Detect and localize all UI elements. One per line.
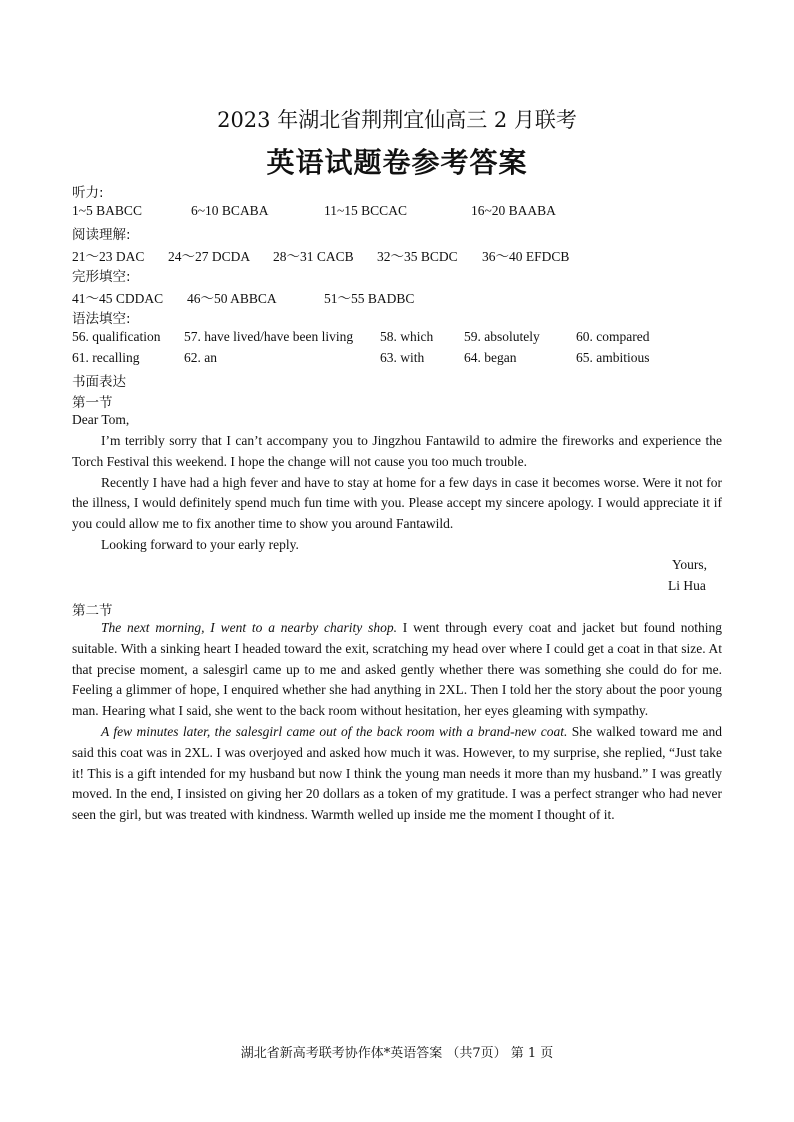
story-lead-sentence: The next morning, I went to a nearby charity shop. bbox=[101, 620, 397, 635]
letter-greeting: Dear Tom, bbox=[72, 412, 130, 427]
writing-label: 书面表达 bbox=[72, 374, 126, 390]
letter-paragraph: Looking forward to your early reply. bbox=[101, 536, 299, 552]
story-paragraph bbox=[72, 722, 722, 826]
grammar-answer: 62. an bbox=[184, 350, 217, 365]
answer-group: 21～23 DAC bbox=[72, 249, 145, 264]
grammar-answer: 59. absolutely bbox=[464, 329, 540, 344]
continuation-story bbox=[72, 618, 722, 826]
answer-group: 28～31 CACB bbox=[273, 249, 354, 264]
answer-group: 6~10 BCABA bbox=[191, 203, 269, 218]
grammar-label: 语法填空: bbox=[72, 311, 131, 327]
answer-group: 24～27 DCDA bbox=[168, 249, 251, 264]
letter-paragraph: Recently I have had a high fever and have to stay at home for a few days in case it becomes worse. Were it not for the illness, I would definitely spend much fun time with you. Please accept my sincere apology. I would appreciate it if you could allow me to fix another time to show you around Fantawild. bbox=[72, 474, 722, 532]
answer-key-title: 英语试题卷参考答案 bbox=[266, 146, 528, 179]
page-footer: 湖北省新高考联考协作体*英语答案 （共7页） 第 1 页 bbox=[240, 1046, 554, 1061]
answer-group: 11~15 BCCAC bbox=[324, 203, 407, 218]
section1-label: 第一节 bbox=[72, 395, 113, 411]
answer-group: 41～45 CDDAC bbox=[72, 291, 164, 306]
letter-paragraph: I’m terribly sorry that I can’t accompany you to Jingzhou Fantawild to admire the fireworks and experience the Torch Festival this weekend. I hope the change will not cause you too much trouble. bbox=[72, 433, 722, 469]
story-text: I went through every coat and jacket but found nothing suitable. With a sinking heart I headed toward the exit, scratching my head over where I could get a coat in that size. At that precise moment, a salesgirl came up to me and asked gently whether there was something she could do for me. Feeling a glimmer of hope, I enquired whether she had anything in 2XL. Then I told her the story about the poor young man. Hearing what I said, she went to the back room without hesitation, her eyes gleaming with sympathy. bbox=[72, 620, 722, 719]
answer-group: 51～55 BADBC bbox=[324, 291, 415, 306]
listening-label: 听力: bbox=[72, 185, 104, 201]
letter-signature: Li Hua bbox=[668, 578, 706, 593]
letter-closing: Yours, bbox=[672, 557, 708, 572]
grammar-answer: 61. recalling bbox=[72, 350, 140, 365]
answer-group: 36～40 EFDCB bbox=[482, 249, 570, 264]
grammar-answer: 64. began bbox=[464, 350, 517, 365]
grammar-answer: 57. have lived/have been living bbox=[184, 329, 354, 344]
grammar-answer: 65. ambitious bbox=[576, 350, 650, 365]
grammar-answer: 56. qualification bbox=[72, 329, 161, 344]
cloze-label: 完形填空: bbox=[72, 269, 131, 285]
story-lead-sentence: A few minutes later, the salesgirl came out of the back room with a brand-new coat. bbox=[101, 723, 568, 739]
exam-title: 2023 年湖北省荆荆宜仙高三 2 月联考 bbox=[217, 108, 577, 132]
letter-body bbox=[72, 431, 722, 556]
story-paragraph bbox=[72, 618, 722, 722]
answer-group: 1~5 BABCC bbox=[72, 203, 142, 218]
answer-group: 32～35 BCDC bbox=[377, 249, 458, 264]
reading-label: 阅读理解: bbox=[72, 227, 131, 243]
grammar-answer: 58. which bbox=[380, 329, 434, 344]
answer-group: 46～50 ABBCA bbox=[187, 291, 277, 306]
grammar-answer: 63. with bbox=[380, 350, 425, 365]
answer-group: 16~20 BAABA bbox=[471, 203, 556, 218]
section2-label: 第二节 bbox=[72, 603, 113, 619]
grammar-answer: 60. compared bbox=[576, 329, 650, 344]
story-text: She walked toward me and said this coat was in 2XL. I was overjoyed and asked how much it was. However, to my surprise, she replied, “Just take it! This is a gift intended for my husband but now I think the young man needs it more than my husband.” I was greatly moved. In the end, I insisted on giving her 20 dollars as a token of my gratitude. I was a perfect stranger who had never seen the girl, but was treated with kindness. Warmth welled up inside me the moment I thought of it. bbox=[72, 723, 722, 823]
